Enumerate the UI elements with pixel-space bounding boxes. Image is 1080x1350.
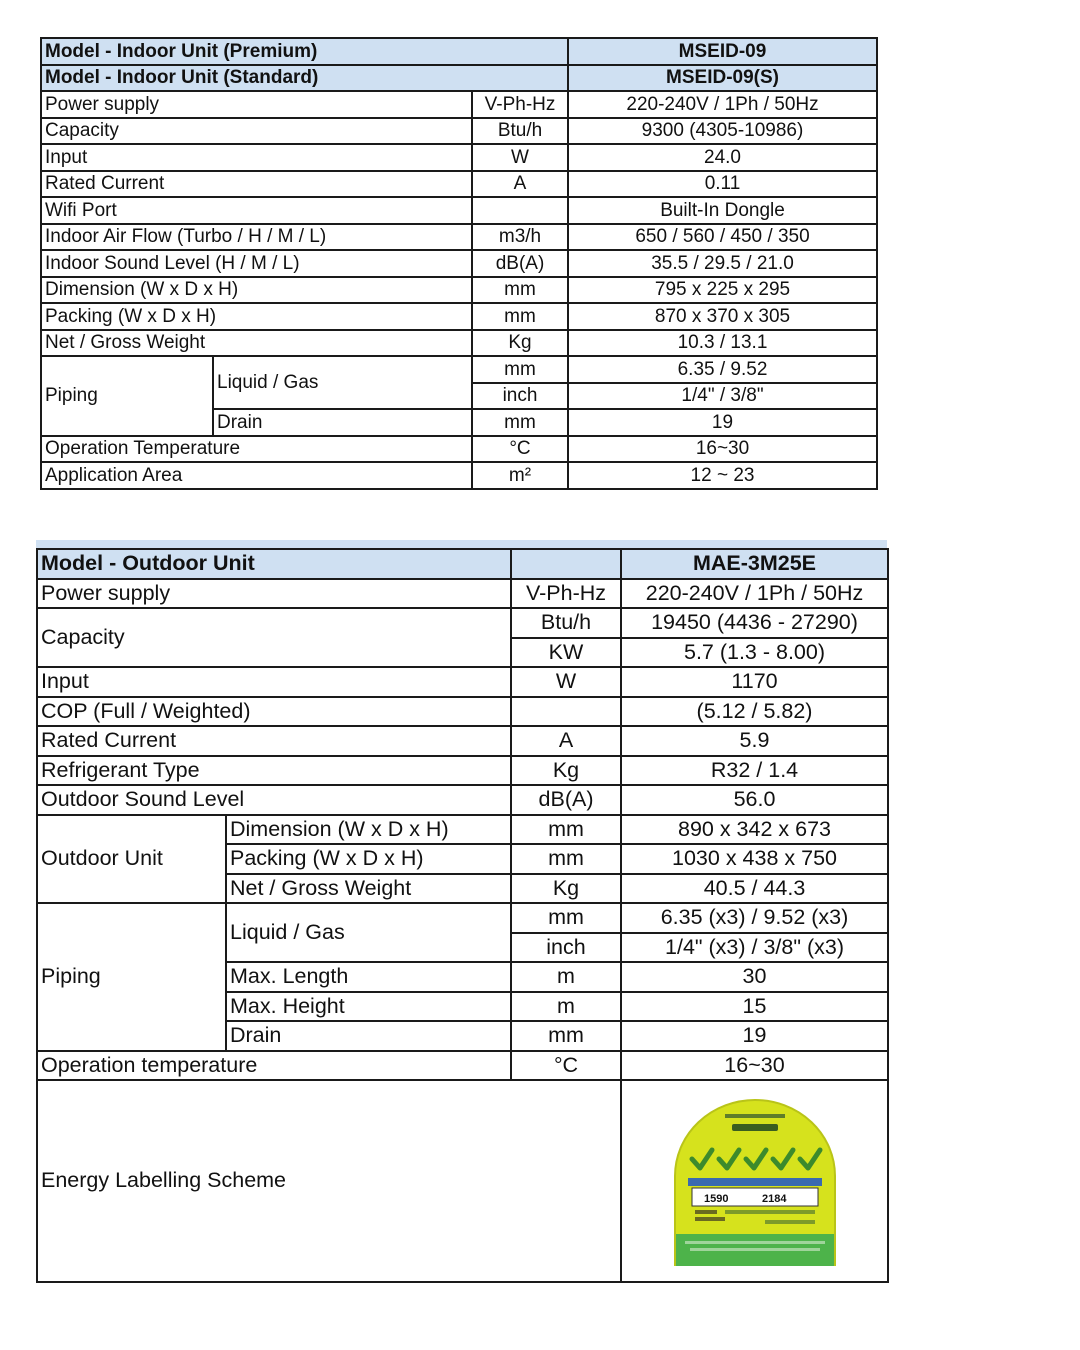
row-label: Net / Gross Weight [41, 330, 472, 357]
table-row [37, 903, 888, 933]
row-label: Power supply [41, 91, 472, 118]
row-value: 870 x 370 x 305 [568, 303, 877, 330]
row-label: Indoor Air Flow (Turbo / H / M / L) [41, 224, 472, 251]
energy-label-cell [621, 1080, 888, 1282]
table-row [41, 250, 877, 277]
table-row [41, 277, 877, 304]
indoor-spec-table [40, 37, 878, 490]
liquid-gas-label: Liquid / Gas [226, 903, 511, 962]
row-label: Packing (W x D x H) [41, 303, 472, 330]
table-row [41, 171, 877, 198]
row-value: 1/4" / 3/8" [568, 383, 877, 410]
table-row [37, 697, 888, 727]
row-value: 5.7 (1.3 - 8.00) [621, 638, 888, 668]
row-value: 40.5 / 44.3 [621, 874, 888, 904]
row-unit: inch [511, 933, 621, 963]
table-row [37, 608, 888, 638]
row-unit: m [511, 962, 621, 992]
table-row [41, 436, 877, 463]
row-value: 10.3 / 13.1 [568, 330, 877, 357]
row-value: 19 [568, 409, 877, 436]
row-label: Rated Current [37, 726, 511, 756]
table-row [37, 815, 888, 845]
premium-model-value: MSEID-09 [568, 38, 877, 65]
table-row [37, 785, 888, 815]
row-label: Power supply [37, 579, 511, 609]
row-value: 12 ~ 23 [568, 462, 877, 489]
drain-label: Drain [213, 409, 472, 436]
row-value: 16~30 [621, 1051, 888, 1081]
table-row [41, 224, 877, 251]
row-value: 24.0 [568, 144, 877, 171]
row-unit: mm [511, 815, 621, 845]
capacity-label: Capacity [37, 608, 511, 667]
row-unit: W [472, 144, 568, 171]
row-unit [511, 697, 621, 727]
row-unit: mm [472, 356, 568, 383]
table-row [41, 197, 877, 224]
row-value: 6.35 / 9.52 [568, 356, 877, 383]
row-value: 795 x 225 x 295 [568, 277, 877, 304]
row-value: Built-In Dongle [568, 197, 877, 224]
row-unit: dB(A) [472, 250, 568, 277]
table-row [37, 756, 888, 786]
table-row [37, 549, 888, 579]
energy-label-text: Energy Labelling Scheme [37, 1080, 621, 1282]
table-row [41, 65, 877, 92]
outdoor-model-label: Model - Outdoor Unit [37, 549, 511, 579]
row-label: COP (Full / Weighted) [37, 697, 511, 727]
row-value: 0.11 [568, 171, 877, 198]
row-value: 9300 (4305-10986) [568, 118, 877, 145]
row-unit: °C [511, 1051, 621, 1081]
energy-value-1: 1590 [703, 1193, 728, 1205]
row-unit: mm [511, 903, 621, 933]
row-unit: Kg [511, 874, 621, 904]
row-value: 19 [621, 1021, 888, 1051]
row-value: 1030 x 438 x 750 [621, 844, 888, 874]
energy-value-2: 2184 [761, 1193, 786, 1205]
row-unit [472, 197, 568, 224]
row-unit: Kg [511, 756, 621, 786]
table-row [41, 356, 877, 383]
row-label: Indoor Sound Level (H / M / L) [41, 250, 472, 277]
row-value: 1170 [621, 667, 888, 697]
table-row [41, 38, 877, 65]
row-label: Refrigerant Type [37, 756, 511, 786]
row-value: 19450 (4436 - 27290) [621, 608, 888, 638]
outdoor-spec-table [36, 548, 889, 1283]
row-value: 35.5 / 29.5 / 21.0 [568, 250, 877, 277]
outdoor-unit-label: Outdoor Unit [37, 815, 226, 904]
outdoor-model-unit-cell [511, 549, 621, 579]
row-unit: A [511, 726, 621, 756]
row-unit: Btu/h [472, 118, 568, 145]
row-unit: V-Ph-Hz [472, 91, 568, 118]
row-unit: dB(A) [511, 785, 621, 815]
row-value: 5.9 [621, 726, 888, 756]
row-label: Outdoor Sound Level [37, 785, 511, 815]
row-label: Max. Height [226, 992, 511, 1022]
row-label: Input [41, 144, 472, 171]
energy-star-rating-icon [670, 1096, 840, 1266]
row-label: Capacity [41, 118, 472, 145]
row-unit: KW [511, 638, 621, 668]
row-unit: m [511, 992, 621, 1022]
row-unit: mm [511, 1021, 621, 1051]
row-unit: V-Ph-Hz [511, 579, 621, 609]
table-row [41, 330, 877, 357]
row-unit: °C [472, 436, 568, 463]
row-label: Net / Gross Weight [226, 874, 511, 904]
row-label: Packing (W x D x H) [226, 844, 511, 874]
row-unit: mm [472, 303, 568, 330]
row-value: 6.35 (x3) / 9.52 (x3) [621, 903, 888, 933]
standard-model-value: MSEID-09(S) [568, 65, 877, 92]
row-unit: mm [472, 409, 568, 436]
row-value: 220-240V / 1Ph / 50Hz [621, 579, 888, 609]
row-unit: Btu/h [511, 608, 621, 638]
row-unit: W [511, 667, 621, 697]
row-label: Dimension (W x D x H) [226, 815, 511, 845]
row-unit: A [472, 171, 568, 198]
row-unit: mm [511, 844, 621, 874]
row-label: Dimension (W x D x H) [41, 277, 472, 304]
row-unit: m² [472, 462, 568, 489]
row-label: Rated Current [41, 171, 472, 198]
piping-label: Piping [37, 903, 226, 1051]
standard-model-label: Model - Indoor Unit (Standard) [41, 65, 568, 92]
row-unit: inch [472, 383, 568, 410]
table-row [41, 303, 877, 330]
row-label: Drain [226, 1021, 511, 1051]
outdoor-model-value: MAE-3M25E [621, 549, 888, 579]
row-value: 30 [621, 962, 888, 992]
row-label: Application Area [41, 462, 472, 489]
row-unit: Kg [472, 330, 568, 357]
liquid-gas-label: Liquid / Gas [213, 356, 472, 409]
row-label: Operation temperature [37, 1051, 511, 1081]
table-row [37, 1080, 888, 1282]
table-row [37, 726, 888, 756]
table-row [37, 579, 888, 609]
premium-model-label: Model - Indoor Unit (Premium) [41, 38, 568, 65]
row-value: (5.12 / 5.82) [621, 697, 888, 727]
table-row [37, 667, 888, 697]
table-row [41, 118, 877, 145]
row-value: 220-240V / 1Ph / 50Hz [568, 91, 877, 118]
row-value: 890 x 342 x 673 [621, 815, 888, 845]
row-value: R32 / 1.4 [621, 756, 888, 786]
row-value: 56.0 [621, 785, 888, 815]
table-row [41, 144, 877, 171]
row-label: Operation Temperature [41, 436, 472, 463]
energy-rating-label [625, 1096, 884, 1266]
table-row [41, 91, 877, 118]
table-row [37, 1051, 888, 1081]
row-label: Max. Length [226, 962, 511, 992]
row-unit: m3/h [472, 224, 568, 251]
row-value: 1/4" (x3) / 3/8" (x3) [621, 933, 888, 963]
row-label: Input [37, 667, 511, 697]
row-value: 15 [621, 992, 888, 1022]
row-label: Wifi Port [41, 197, 472, 224]
row-value: 16~30 [568, 436, 877, 463]
row-value: 650 / 560 / 450 / 350 [568, 224, 877, 251]
piping-label: Piping [41, 356, 213, 436]
row-unit: mm [472, 277, 568, 304]
table-row [41, 462, 877, 489]
